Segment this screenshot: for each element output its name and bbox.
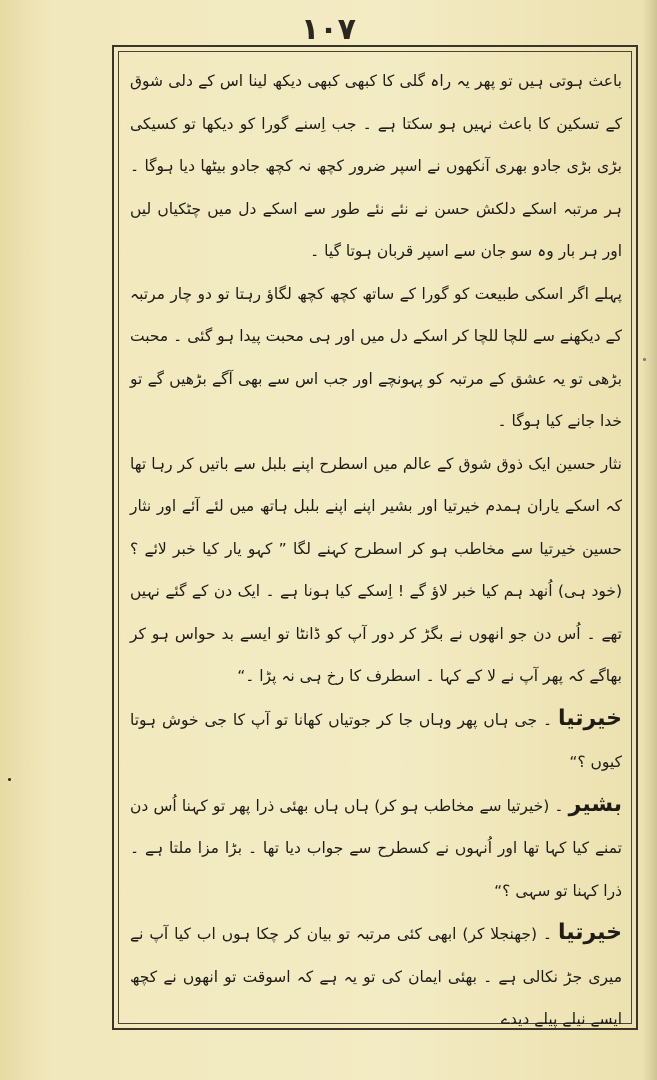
paragraph-1: باعث ہوتی ہیں تو پھر یہ راہ گلی کا کبھی کبھی دیکھ لینا اس کے دلی شوق کے تسکین کا باعث نہیں ہو سکتا ہے ۔ جب اِسنے گورا کو دیکھا تو کسیکی بڑی بڑی جادو بھری آنکھوں نے اسپر ضرور کچھ نہ کچھ جادو بیٹھا دیا ہوگا ۔ ہر مرتبہ اسکے دلکش حسن نے نئے نئے طور سے اسکے دل میں چٹکیاں لیں اور ہر بار وہ سو جان سے اسپر قربان ہوتا گیا ۔ [130, 72, 622, 260]
dialogue-text: ۔ (خیرتیا سے مخاطب ہو کر) ہاں ہاں بھئی ذرا پھر تو کہنا اُس دن تمنے کیا کہا تھا اور اُنہوں نے کسطرح سے جواب دیا تھا ۔ بڑا مزا ملتا ہے ۔ ذرا کہنا تو سہی ؟“ [130, 796, 622, 900]
page-number: ۱۰۷ [301, 12, 356, 47]
dialogue-text: ۔ (جھنجلا کر) ابھی کئی مرتبہ تو بیان کر چکا ہوں اب کیا آپ نے میری جڑ نکالی ہے ۔ بھئی ایمان کی تو یہ ہے کہ اسوقت تو انھوں نے کچھ ایسے نیلے پیلے دیدے [130, 925, 622, 1028]
speaker-name: خیرتیا [557, 920, 622, 945]
dialogue-bashir [130, 784, 622, 913]
speaker-name: بشیر [568, 791, 622, 817]
margin-dot [8, 778, 11, 781]
dialogue-khairtiya-1 [130, 698, 622, 784]
speaker-name: خیرتیا [557, 705, 623, 731]
page-edge-shadow [643, 0, 657, 1080]
paragraph-3: نثار حسین ایک ذوق شوق کے عالم میں اسطرح اپنے بلبل سے باتیں کر رہا تھا کہ اسکے یاران ہمدم خیرتیا اور بشیر اپنے اپنے بلبل ہاتھ میں لئے آئے اور نثار حسین خیرتیا سے مخاطب ہو کر اسطرح کہنے لگا ” کہو یار کیا خبر لائے ؟ (خود ہی) اُنھد ہم کیا خبر لاؤ گے ! اِسکے کیا ہونا ہے ۔ ایک دن کے گئے نہیں تھے ۔ اُس دن جو انھوں نے بگڑ کر دور آپ کو ڈانٹا تو ایسے بد حواس ہو کر بھاگے کہ پھر آپ نے لا کے کہا ۔ اسطرف کا رخ ہی نہ پڑا ۔“ [130, 454, 622, 685]
urdu-text-block [130, 60, 623, 1028]
paragraph-2: پہلے اگر اسکی طبیعت کو گورا کے ساتھ کچھ کچھ لگاؤ رہتا تو دو چار مرتبہ کے دیکھنے سے للچا للچا کر اسکے دل میں اور ہی محبت پیدا ہو گئی ۔ محبت بڑھی تو یہ عشق کے مرتبہ کو پہونچے اور جب اس سے بھی آگے بڑھیں گے تو خدا جانے کیا ہوگا ۔ [130, 284, 622, 430]
dialogue-text: ۔ جی ہاں پھر وہاں جا کر جوتیاں کھانا تو آپ کا جی خوش ہوتا کیوں ؟“ [130, 710, 622, 771]
dialogue-khairtiya-2 [130, 912, 622, 1041]
